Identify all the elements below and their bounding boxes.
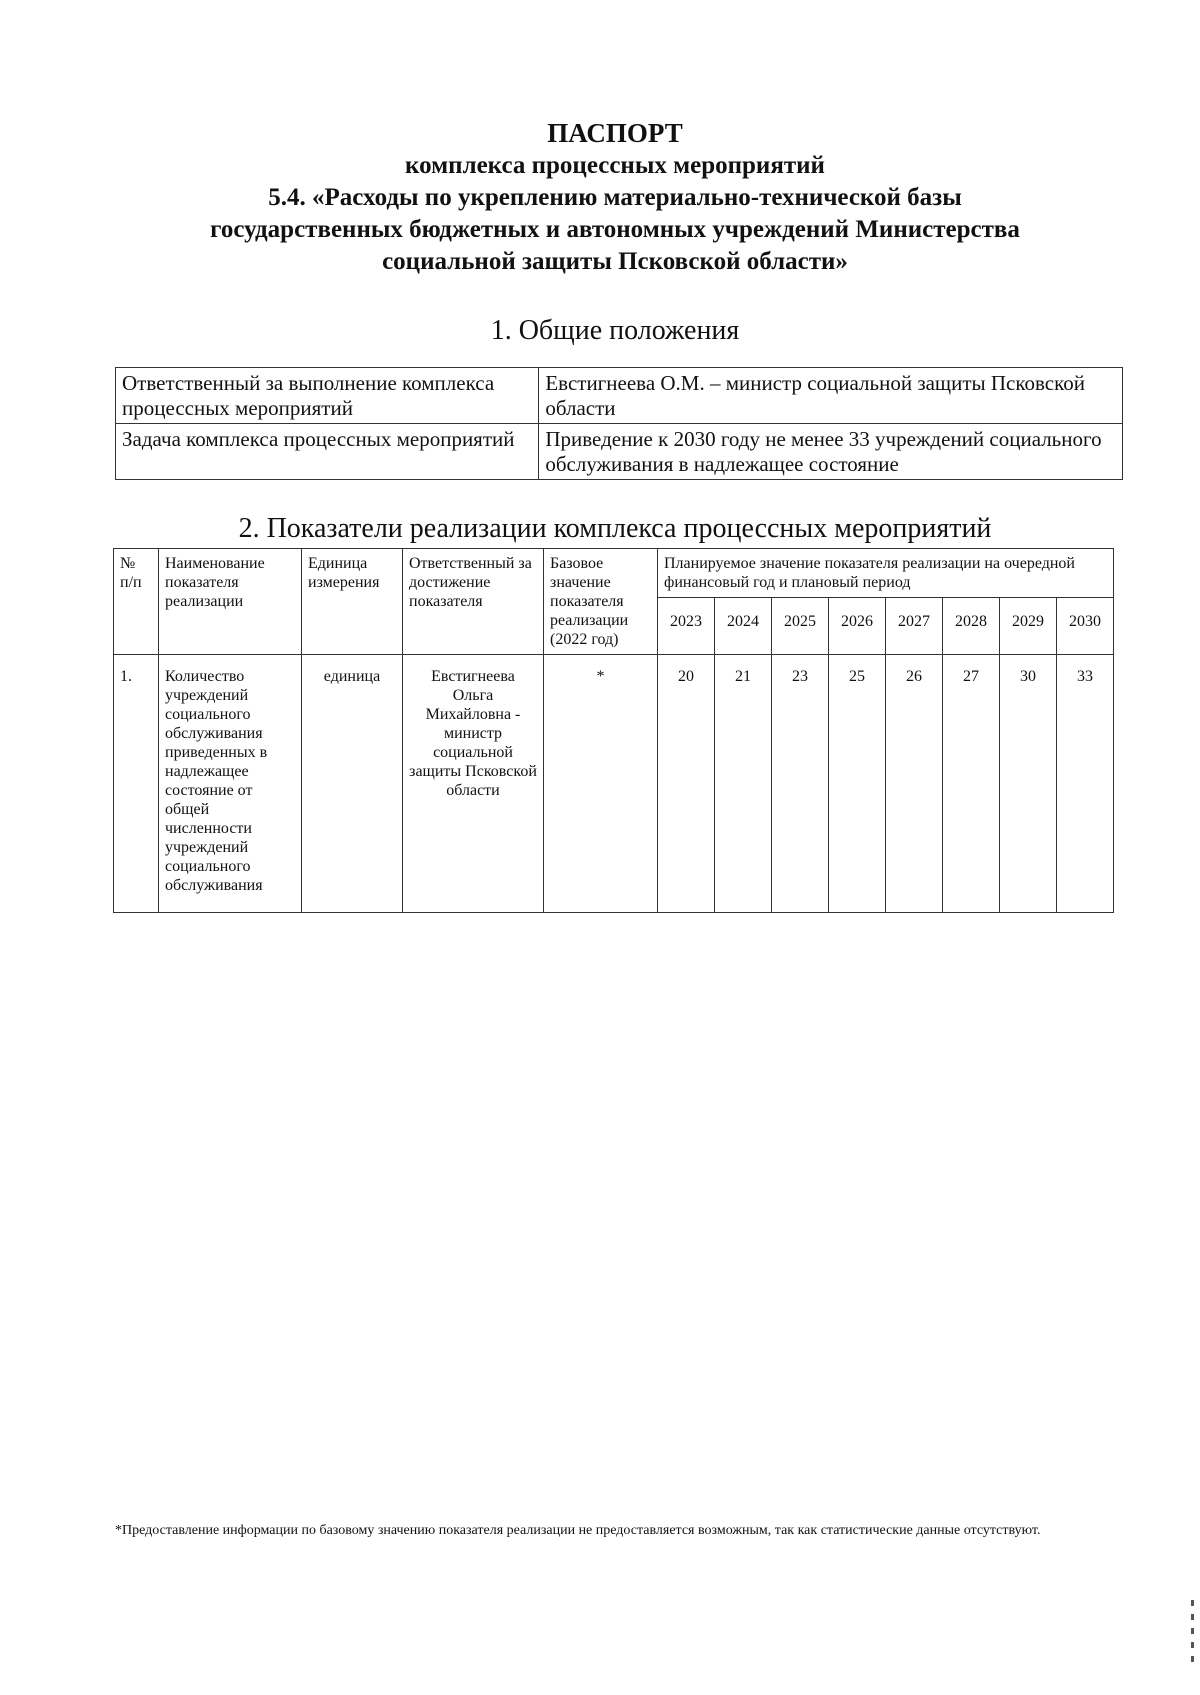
header-year: 2025 [772, 598, 829, 655]
cell-value: 30 [1000, 655, 1057, 913]
row-value: Евстигнеева О.М. – министр социальной защиты Псковской области [539, 368, 1123, 424]
title-line-3: государственных бюджетных и автономных учреждений Министерства [210, 216, 1020, 243]
header-planned: Планируемое значение показателя реализации на очередной финансовый год и плановый период [658, 549, 1114, 598]
general-provisions-table [115, 367, 1123, 480]
cell-value: 23 [772, 655, 829, 913]
header-year: 2024 [715, 598, 772, 655]
row-label: Ответственный за выполнение комплекса процессных мероприятий [116, 368, 539, 424]
cell-num: 1. [114, 655, 159, 913]
cell-value: 27 [943, 655, 1000, 913]
footnote: *Предоставление информации по базовому значению показателя реализации не предоставляется возможным, так как статистические данные отсутствуют. [115, 1523, 1041, 1538]
header-row [114, 549, 1114, 598]
cell-unit: единица [302, 655, 403, 913]
indicators-table [113, 548, 1114, 913]
cell-name: Количество учреждений социального обслуживания приведенных в надлежащее состояние от общей численности учреждений социального обслуживания [159, 655, 302, 913]
document-title [110, 116, 1120, 278]
cell-value: 26 [886, 655, 943, 913]
section1-heading: 1. Общие положения [490, 315, 740, 346]
table-row [116, 368, 1123, 424]
cell-responsible: Евстигнеева Ольга Михайловна - министр социальной защиты Псковской области [403, 655, 544, 913]
title-line-2: 5.4. «Расходы по укреплению материально-технической базы [268, 184, 962, 211]
header-year: 2027 [886, 598, 943, 655]
header-year: 2030 [1057, 598, 1114, 655]
cell-value: 25 [829, 655, 886, 913]
cell-value: 33 [1057, 655, 1114, 913]
cell-base: * [544, 655, 658, 913]
header-year: 2026 [829, 598, 886, 655]
row-label: Задача комплекса процессных мероприятий [116, 424, 539, 480]
header-year: 2029 [1000, 598, 1057, 655]
header-base: Базовое значение показателя реализации (2022 год) [544, 549, 658, 655]
header-year: 2023 [658, 598, 715, 655]
title-line-1: комплекса процессных мероприятий [405, 152, 825, 179]
title-line-4: социальной защиты Псковской области» [382, 248, 848, 275]
table-row [116, 424, 1123, 480]
title-main: ПАСПОРТ [547, 118, 683, 148]
header-name: Наименование показателя реализации [159, 549, 302, 655]
section2-heading: 2. Показатели реализации комплекса процессных мероприятий [238, 513, 992, 544]
header-year: 2028 [943, 598, 1000, 655]
row-value: Приведение к 2030 году не менее 33 учреждений социального обслуживания в надлежащее состояние [539, 424, 1123, 480]
scan-edge-mark [1191, 1600, 1194, 1670]
header-responsible: Ответственный за достижение показателя [403, 549, 544, 655]
table-row [114, 655, 1114, 913]
cell-value: 21 [715, 655, 772, 913]
header-num: № п/п [114, 549, 159, 655]
cell-value: 20 [658, 655, 715, 913]
header-unit: Единица измерения [302, 549, 403, 655]
